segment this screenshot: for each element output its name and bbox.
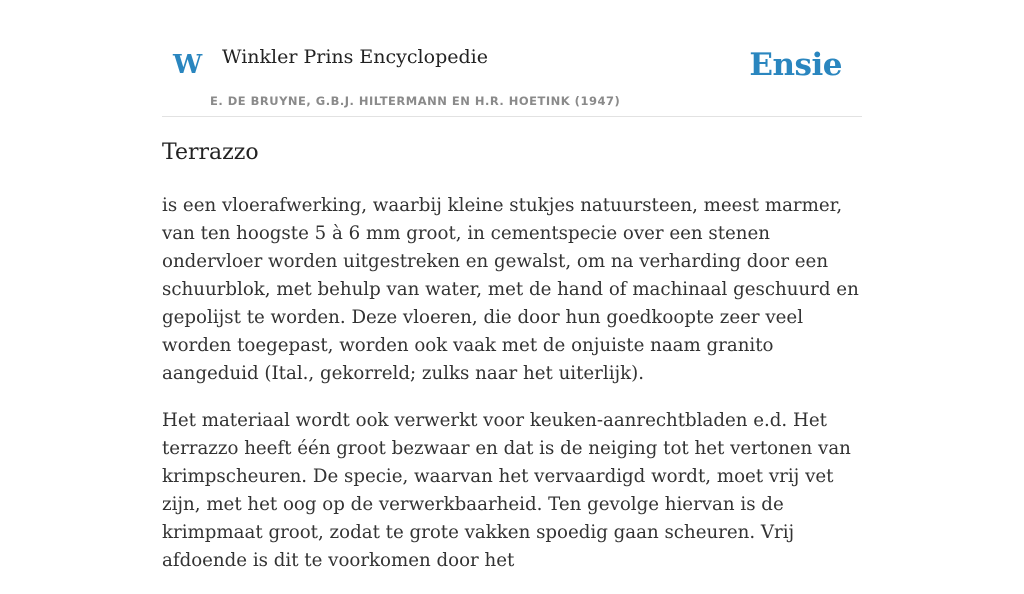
header [162, 0, 862, 117]
source-authors: E. DE BRUYNE, G.B.J. HILTERMANN EN H.R. HOETINK (1947) [210, 94, 621, 108]
source-title[interactable]: Winkler Prins Encyclopedie [222, 46, 488, 68]
article-title: Terrazzo [162, 140, 259, 165]
brand-logo[interactable]: Ensie [749, 47, 842, 83]
article-paragraph: Het materiaal wordt ook verwerkt voor keuken-aanrechtbladen e.d. Het terrazzo heeft één groot bezwaar en dat is de neiging tot het vertonen van krimpscheuren. De specie, waarvan het vervaardigd wordt, moet vrij vet zijn, met het oog op de verwerkbaarheid. Ten gevolge hiervan is de krimpmaat groot, zodat te grote vakken spoedig gaan scheuren. Vrij afdoende is dit te voorkomen door het [162, 410, 851, 571]
article-body [162, 192, 862, 594]
article-paragraph: is een vloerafwerking, waarbij kleine stukjes natuursteen, meest marmer, van ten hoogste 5 à 6 mm groot, in cementspecie over een stenen ondervloer worden uitgestreken en gewalst, om na verharding door een schuurblok, met behulp van water, met de hand of machinaal geschuurd en gepolijst te worden. Deze vloeren, die door hun goedkoopte zeer veel worden toegepast, worden ook vaak met de onjuiste naam granito aangeduid (Ital., gekorreld; zulks naar het uiterlijk). [162, 195, 859, 384]
source-logo-icon[interactable]: W [173, 50, 203, 80]
